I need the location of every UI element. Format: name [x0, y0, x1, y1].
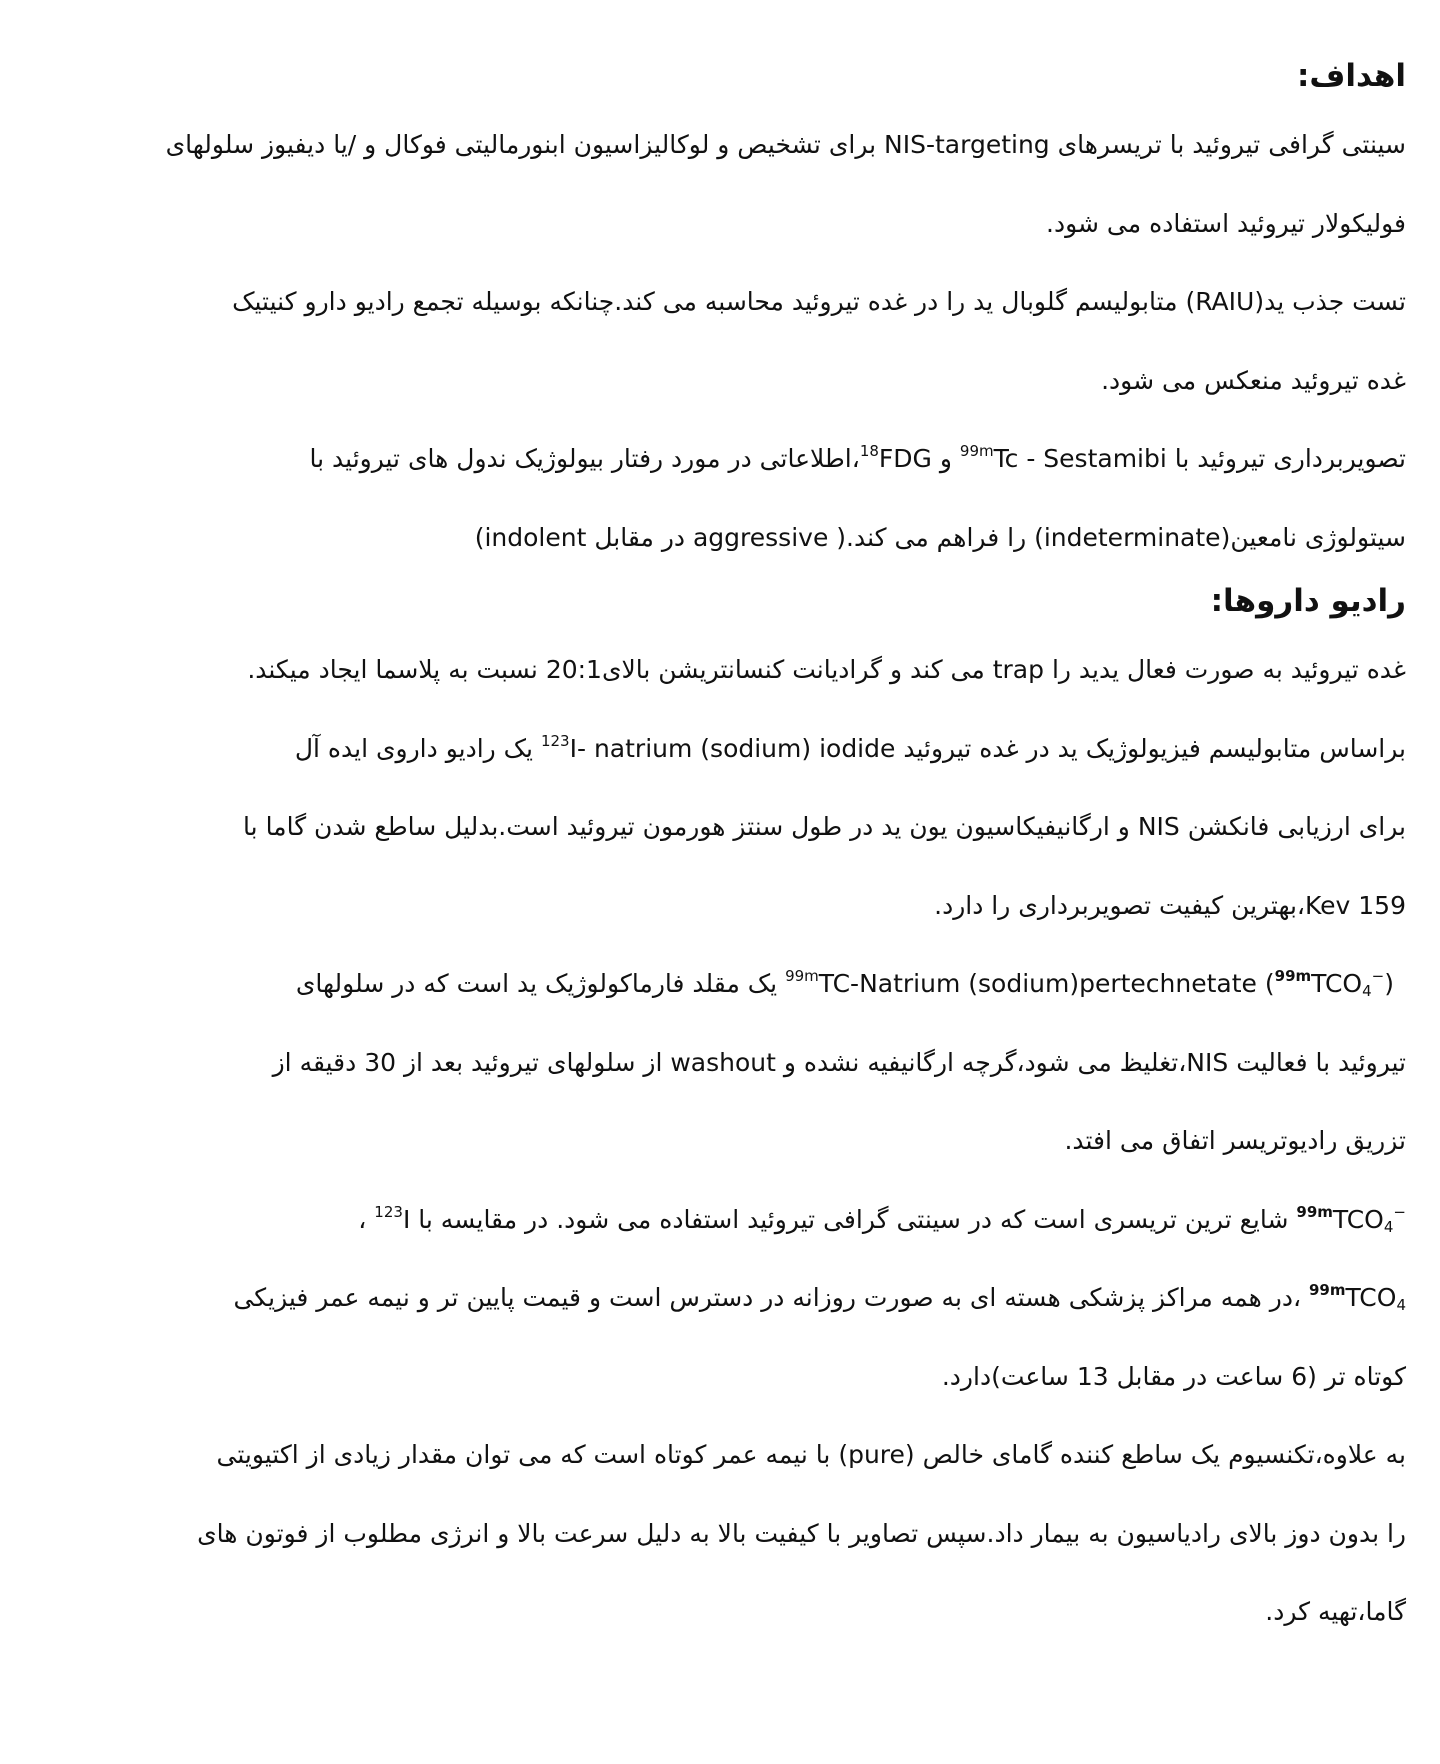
tracer-name: I- natrium (sodium) iodide [569, 733, 896, 763]
formula-subscript: 4 [1362, 982, 1372, 1000]
tracer-name: TC-Natrium (sodium)pertechnetate ( [818, 969, 1275, 998]
i123-term [374, 1181, 410, 1260]
paragraph-line-iodide [78, 710, 1406, 789]
paragraph-line: را بدون دوز بالای رادیاسیون به بیمار داد.سپس تصاویر با کیفیت بالا به دلیل سرعت بالا و انرژی مطلوب از فوتون های [197, 1518, 1406, 1548]
heading-objectives: اهداف: [1296, 58, 1406, 94]
charge-superscript: − [1371, 967, 1385, 985]
tracer-formula: TCO [1345, 1283, 1397, 1312]
tracer-formula: TCO [1332, 1204, 1384, 1234]
tracer-name: FDG [878, 444, 932, 473]
tco4-term [1296, 1181, 1406, 1260]
paragraph-line: برای ارزیابی فانکشن NIS و ارگانیفیکاسیون یون ید در طول سنتز هورمون تیروئید است.بدلیل ساطع شدن گاما با [243, 812, 1406, 841]
isotope-mass: 99m [959, 442, 994, 460]
paragraph-line-common-tracer [78, 1181, 1406, 1260]
paragraph-line: به علاوه،تکنسیوم یک ساطع کننده گامای خالص (pure) با نیمه عمر کوتاه است که می توان مقدار زیادی از اکتیویتی [216, 1440, 1406, 1469]
text-span: براساس متابولیسم فیزیولوژیک ید در غده تیروئید [895, 733, 1406, 763]
paragraph-line: سینتی گرافی تیروئید با تریسرهای NIS-targeting برای تشخیص و لوکالیزاسیون ابنورمالیتی فوکال و /یا دیفیوز سلولهای [165, 130, 1406, 159]
formula-subscript: 4 [1383, 1217, 1394, 1236]
paragraph-line: سیتولوژی نامعین(indeterminate) را فراهم می کند.( aggressive در مقابل indolent) [474, 522, 1406, 552]
tracer-formula: TCO [1311, 969, 1363, 998]
tco4-term [1309, 1259, 1406, 1338]
tracer-name: I [402, 1204, 411, 1234]
isotope-mass: 99m [1296, 1202, 1333, 1221]
paragraph-line: تزریق رادیوتریسر اتفاق می افتد. [1064, 1126, 1406, 1155]
paragraph-line: گاما،تهیه کرد. [1265, 1597, 1406, 1626]
paragraph-line-pertechnetate [78, 945, 1406, 1024]
paragraph-line: غده تیروئید منعکس می شود. [1101, 365, 1406, 395]
text-span: ،اطلاعاتی در مورد رفتار بیولوژیک ندول های تیروئید با [309, 444, 860, 473]
paragraph-line: کوتاه تر (6 ساعت در مقابل 13 ساعت)دارد. [941, 1361, 1406, 1391]
tc-sestamibi-term [960, 420, 1167, 499]
tracer-name: Tc - Sestamibi [993, 444, 1167, 473]
paragraph-line: 159 Kev،بهترین کیفیت تصویربرداری را دارد. [934, 890, 1406, 920]
paragraph-line: تیروئید با فعالیت NIS،تغلیظ می شود،گرچه ارگانیفیه نشده و washout از سلولهای تیروئید بعد از 30 دقیقه از [272, 1047, 1406, 1077]
text-span: ) [1384, 969, 1394, 998]
text-span: شایع ترین تریسری است که در سینتی گرافی تیروئید استفاده می شود. در مقایسه با [410, 1204, 1297, 1234]
isotope-mass: 123 [540, 731, 570, 750]
paragraph-line-imaging [78, 420, 1406, 499]
text-span: یک رادیو داروی ایده آل [294, 733, 541, 763]
heading-radiopharmaceuticals: رادیو داروها: [1210, 583, 1406, 619]
fdg-term [860, 420, 932, 499]
isotope-mass: 18 [859, 442, 879, 460]
text-span: ،در همه مراکز پزشکی هسته ای به صورت روزانه در دسترس است و قیمت پایین تر و نیمه عمر فیزیکی [233, 1283, 1309, 1312]
isotope-mass: 99m [1274, 967, 1312, 985]
isotope-mass: 99m [785, 967, 819, 985]
text-span: تصویربرداری تیروئید با [1166, 444, 1406, 473]
text-span: یک مقلد فارماکولوژیک ید است که در سلولهای [295, 969, 786, 998]
paragraph-line: تست جذب ید(RAIU) متابولیسم گلوبال ید را در غده تیروئید محاسبه می کند.چنانکه بوسیله تجمع رادیو دارو کنیتیک [232, 287, 1406, 316]
isotope-mass: 99m [1308, 1281, 1346, 1299]
formula-subscript: 4 [1396, 1296, 1406, 1314]
isotope-mass: 123 [374, 1202, 403, 1221]
pertechnetate-term [785, 945, 1394, 1024]
text-span: ، [358, 1204, 375, 1234]
paragraph-line-availability [78, 1259, 1406, 1338]
charge-superscript: − [1393, 1202, 1406, 1221]
paragraph-line: غده تیروئید به صورت فعال یدید را trap می کند و گرادیانت کنسانتریشن بالای20:1 نسبت به پلاسما ایجاد میکند. [247, 655, 1406, 684]
i123-term [541, 710, 895, 789]
paragraph-line: فولیکولار تیروئید استفاده می شود. [1046, 208, 1406, 238]
text-span: و [931, 444, 960, 473]
